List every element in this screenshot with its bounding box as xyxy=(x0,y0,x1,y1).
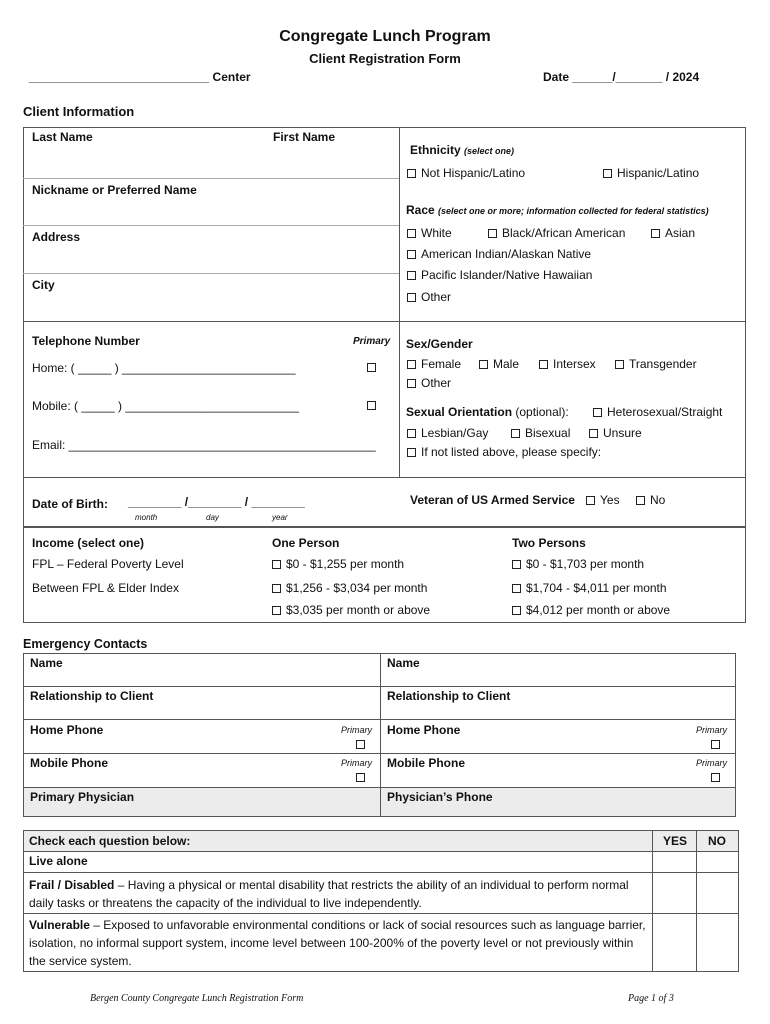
checkbox-icon[interactable] xyxy=(356,740,365,749)
checkbox-icon[interactable] xyxy=(511,429,520,438)
home-phone-field[interactable]: Home: ( _____ ) __________________________ xyxy=(32,361,296,375)
race-option[interactable]: Other xyxy=(407,290,451,304)
sex-option[interactable]: Intersex xyxy=(539,357,596,371)
divider xyxy=(23,851,739,852)
divider xyxy=(23,719,736,720)
ethnicity-option[interactable]: Not Hispanic/Latino xyxy=(407,166,525,180)
live-alone-yes-cell[interactable] xyxy=(654,853,695,871)
dob-year-label: year xyxy=(272,513,288,522)
physician-field[interactable]: Primary Physician xyxy=(30,790,135,804)
checkbox-icon[interactable] xyxy=(539,360,548,369)
race-option[interactable]: American Indian/Alaskan Native xyxy=(407,247,591,261)
sex-heading: Sex/Gender xyxy=(406,337,473,351)
veteran-yes[interactable]: Yes xyxy=(586,493,620,507)
income-fpl-label: FPL – Federal Poverty Level xyxy=(32,557,184,571)
divider xyxy=(23,913,739,914)
contact2-mobile-phone-field[interactable]: Mobile Phone xyxy=(387,756,465,770)
divider xyxy=(23,178,399,179)
questions-header: Check each question below: xyxy=(29,834,191,848)
checkbox-icon[interactable] xyxy=(407,429,416,438)
checkbox-icon[interactable] xyxy=(407,379,416,388)
frail-no-cell[interactable] xyxy=(698,874,738,912)
checkbox-icon[interactable] xyxy=(651,229,660,238)
live-alone-no-cell[interactable] xyxy=(698,853,738,871)
frail-yes-cell[interactable] xyxy=(654,874,695,912)
checkbox-icon[interactable] xyxy=(272,584,281,593)
income-option[interactable]: $0 - $1,255 per month xyxy=(272,557,404,571)
two-persons-heading: Two Persons xyxy=(512,536,586,550)
divider xyxy=(23,225,399,226)
mobile-phone-field[interactable]: Mobile: ( _____ ) __________________________ xyxy=(32,399,299,413)
income-option[interactable]: $1,256 - $3,034 per month xyxy=(272,581,427,595)
checkbox-icon[interactable] xyxy=(512,560,521,569)
checkbox-icon[interactable] xyxy=(272,606,281,615)
checkbox-icon[interactable] xyxy=(407,448,416,457)
question-live-alone: Live alone xyxy=(29,854,88,868)
race-option[interactable]: Black/African American xyxy=(488,226,625,240)
checkbox-icon[interactable] xyxy=(636,496,645,505)
sex-option[interactable]: Male xyxy=(479,357,519,371)
sex-option[interactable]: Transgender xyxy=(615,357,697,371)
first-name-field[interactable]: First Name xyxy=(273,130,336,144)
checkbox-icon[interactable] xyxy=(367,363,376,372)
income-option[interactable]: $3,035 per month or above xyxy=(272,603,430,617)
race-label: Race xyxy=(406,203,435,217)
orientation-option[interactable]: If not listed above, please specify: xyxy=(407,445,601,459)
checkbox-icon[interactable] xyxy=(407,271,416,280)
orientation-optional: (optional): xyxy=(515,405,569,419)
checkbox-icon[interactable] xyxy=(479,360,488,369)
client-info-heading: Client Information xyxy=(23,104,135,119)
race-option[interactable]: Asian xyxy=(651,226,695,240)
page-subtitle: Client Registration Form xyxy=(309,51,461,66)
contact2-name-field[interactable]: Name xyxy=(387,656,420,670)
divider xyxy=(23,477,746,478)
race-option[interactable]: White xyxy=(407,226,452,240)
income-between-label: Between FPL & Elder Index xyxy=(32,581,179,595)
dob-day-label: day xyxy=(206,513,219,522)
contact2-relationship-field[interactable]: Relationship to Client xyxy=(387,689,511,703)
orientation-option[interactable]: Unsure xyxy=(589,426,642,440)
checkbox-icon[interactable] xyxy=(512,584,521,593)
primary-label: Primary xyxy=(696,725,727,735)
checkbox-icon[interactable] xyxy=(603,169,612,178)
checkbox-icon[interactable] xyxy=(407,229,416,238)
no-column-header: NO xyxy=(708,834,726,848)
contact1-relationship-field[interactable]: Relationship to Client xyxy=(30,689,154,703)
ethnicity-note: (select one) xyxy=(464,146,515,156)
ethnicity-option[interactable]: Hispanic/Latino xyxy=(603,166,699,180)
checkbox-icon[interactable] xyxy=(407,360,416,369)
checkbox-icon[interactable] xyxy=(711,740,720,749)
dob-field[interactable]: ________ /________ / ________ xyxy=(128,495,305,509)
dob-label: Date of Birth: xyxy=(32,497,108,511)
orientation-label: Sexual Orientation xyxy=(406,405,513,419)
orientation-option[interactable]: Lesbian/Gay xyxy=(407,426,488,440)
income-heading: Income (select one) xyxy=(32,536,145,550)
checkbox-icon[interactable] xyxy=(711,773,720,782)
checkbox-icon[interactable] xyxy=(356,773,365,782)
orientation-heading xyxy=(406,405,569,419)
date-field[interactable]: Date ______/_______ / 2024 xyxy=(543,70,700,84)
orientation-option[interactable]: Bisexual xyxy=(511,426,570,440)
income-option[interactable]: $1,704 - $4,011 per month xyxy=(512,581,667,595)
question-frail: Frail / Disabled – Having a physical or mental disability that restricts the ability of an individual to perform normal daily tasks or threatens the capacity of the individual to live independently. xyxy=(29,878,629,910)
sex-option[interactable]: Other xyxy=(407,376,451,390)
race-heading xyxy=(406,203,709,217)
contact1-home-phone-field[interactable]: Home Phone xyxy=(30,723,104,737)
footer-page-number: Page 1 of 3 xyxy=(628,993,674,1004)
race-note: (select one or more; information collected for federal statistics) xyxy=(438,206,709,216)
email-field[interactable]: Email: ______________________________________________ xyxy=(32,438,376,452)
checkbox-icon[interactable] xyxy=(272,560,281,569)
checkbox-icon[interactable] xyxy=(488,229,497,238)
race-option[interactable]: Pacific Islander/Native Hawaiian xyxy=(407,268,592,282)
orientation-option[interactable]: Heterosexual/Straight xyxy=(593,405,722,419)
checkbox-icon[interactable] xyxy=(367,401,376,410)
nickname-field[interactable]: Nickname or Preferred Name xyxy=(32,183,197,197)
divider xyxy=(23,787,736,788)
primary-label: Primary xyxy=(353,336,391,347)
primary-label: Primary xyxy=(341,725,372,735)
income-option[interactable]: $4,012 per month or above xyxy=(512,603,670,617)
divider xyxy=(23,753,736,754)
checkbox-icon[interactable] xyxy=(407,169,416,178)
veteran-no[interactable]: No xyxy=(636,493,665,507)
sex-option[interactable]: Female xyxy=(407,357,461,371)
primary-label: Primary xyxy=(696,758,727,768)
divider xyxy=(23,872,739,873)
primary-label: Primary xyxy=(341,758,372,768)
emergency-heading: Emergency Contacts xyxy=(23,637,148,651)
contact1-name-field[interactable]: Name xyxy=(30,656,63,670)
checkbox-icon[interactable] xyxy=(593,408,602,417)
page-title: Congregate Lunch Program xyxy=(279,28,491,45)
divider xyxy=(399,127,400,477)
checkbox-icon[interactable] xyxy=(586,496,595,505)
footer-form-name: Bergen County Congregate Lunch Registration Form xyxy=(90,993,304,1004)
dob-month-label: month xyxy=(135,513,158,522)
vulnerable-yes-cell[interactable] xyxy=(654,915,695,971)
checkbox-icon[interactable] xyxy=(407,250,416,259)
yes-column-header: YES xyxy=(663,834,688,848)
question-vulnerable: Vulnerable – Exposed to unfavorable environmental conditions or lack of social resources such as language barrier, isolation, no informal support system, income level between 100-200% of the poverty level or not previously within the service system. xyxy=(29,918,646,968)
checkbox-icon[interactable] xyxy=(512,606,521,615)
city-field[interactable]: City xyxy=(32,278,55,292)
contact1-mobile-phone-field[interactable]: Mobile Phone xyxy=(30,756,108,770)
divider xyxy=(23,686,736,687)
address-field[interactable]: Address xyxy=(32,230,81,244)
contact2-home-phone-field[interactable]: Home Phone xyxy=(387,723,461,737)
divider xyxy=(380,653,381,817)
physician-phone-field[interactable]: Physician’s Phone xyxy=(387,790,493,804)
ethnicity-label: Ethnicity xyxy=(410,143,461,157)
ethnicity-heading xyxy=(410,143,514,157)
last-name-field[interactable]: Last Name xyxy=(32,130,93,144)
divider xyxy=(23,321,746,322)
telephone-heading: Telephone Number xyxy=(32,334,140,348)
checkbox-icon[interactable] xyxy=(407,293,416,302)
center-field[interactable]: ___________________________ Center xyxy=(29,70,251,84)
checkbox-icon[interactable] xyxy=(615,360,624,369)
checkbox-icon[interactable] xyxy=(589,429,598,438)
income-option[interactable]: $0 - $1,703 per month xyxy=(512,557,644,571)
vulnerable-no-cell[interactable] xyxy=(698,915,738,971)
veteran-label: Veteran of US Armed Service xyxy=(410,493,575,507)
one-person-heading: One Person xyxy=(272,536,340,550)
divider xyxy=(23,273,399,274)
